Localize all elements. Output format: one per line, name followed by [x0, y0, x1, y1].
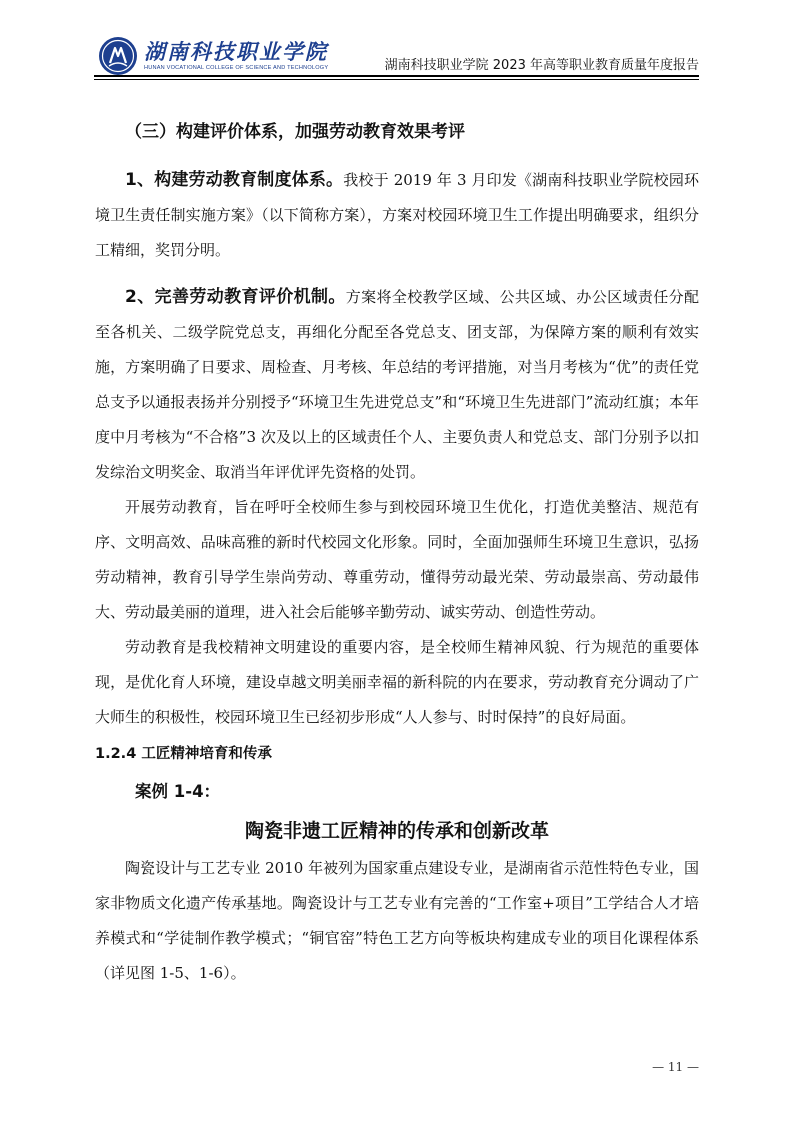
- paragraph-spiritual-civilization: 劳动教育是我校精神文明建设的重要内容，是全校师生精神风貌、行为规范的重要体现，是优化育人环境，建设卓越文明美丽幸福的新科院的内在要求，劳动教育充分调动了广大师生的积极性，校园环境卫生已经初步形成“人人参与、时时保持”的良好局面。: [95, 638, 699, 726]
- college-emblem-icon: [98, 36, 138, 76]
- report-title: 湖南科技职业学院 2023 年高等职业教育质量年度报告: [384, 58, 699, 73]
- paragraph-labor-education: 开展劳动教育，旨在呼吁全校师生参与到校园环境卫生优化，打造优美整洁、规范有序、文明高效、品味高雅的新时代校园文化形象。同时，全面加强师生环境卫生意识，弘扬劳动精神，教育引导学生崇尚劳动、尊重劳动，懂得劳动最光荣、劳动最崇高、劳动最伟大、劳动最美丽的道理，进入社会后能够辛勤劳动、诚实劳动、创造性劳动。: [95, 498, 699, 621]
- item-text-1: 我校于 2019 年 3 月印发《湖南科技职业学院校园环境卫生责任制实施方案》（以下简称方案），方案对校园环境卫生工作提出明确要求，组织分工精细，奖罚分明。: [95, 171, 700, 259]
- logo-english-name: HUNAN VOCATIONAL COLLEGE OF SCIENCE AND TECHNOLOGY: [144, 65, 329, 71]
- item-lead-1: 1、构建劳动教育制度体系。: [125, 170, 344, 190]
- subsection-heading: 1.2.4 工匠精神培育和传承: [95, 746, 272, 762]
- page-number: — 11 —: [652, 1060, 699, 1074]
- header-divider-thick: [94, 75, 699, 77]
- page-header: [0, 0, 793, 90]
- section-heading: （三）构建评价体系，加强劳动教育效果考评: [125, 122, 465, 142]
- case-label: 案例 1-4：: [135, 782, 221, 801]
- logo-wordmark: [144, 40, 328, 72]
- college-logo: [98, 36, 328, 76]
- paragraph-ceramics-major: 陶瓷设计与工艺专业 2010 年被列为国家重点建设专业，是湖南省示范性特色专业，国家非物质文化遗产传承基地。陶瓷设计与工艺专业有完善的“工作室+项目”工学结合人才培养模式和“学徒制作教学模式；“铜官窑”特色工艺方向等板块构建成专业的项目化课程体系（详见图 1-5、1-6）。: [95, 859, 699, 982]
- paragraph-evaluation-mechanism: [95, 280, 699, 490]
- header-divider-thin: [94, 79, 699, 80]
- document-body: [95, 112, 699, 991]
- item-lead-2: 2、完善劳动教育评价机制。: [125, 287, 346, 307]
- paragraph-labor-system: [95, 163, 699, 268]
- item-text-2: 方案将全校教学区域、公共区域、办公区域责任分配至各机关、二级学院党总支，再细化分配至各党总支、团支部，为保障方案的顺利有效实施，方案明确了日要求、周检查、月考核、年总结的考评措施，对当月考核为“优”的责任党总支予以通报表扬并分别授予“环境卫生先进党总支”和“环境卫生先进部门”流动红旗；本年度中月考核为“不合格”3 次及以上的区域责任个人、主要负责人和党总支、部门分别予以扣发综治文明奖金、取消当年评优评先资格的处罚。: [95, 288, 699, 481]
- case-title: 陶瓷非遗工匠精神的传承和创新改革: [244, 820, 549, 842]
- logo-chinese-name: 湖南科技职业学院: [144, 39, 328, 64]
- spacer: [95, 268, 699, 280]
- spacer: [95, 152, 699, 163]
